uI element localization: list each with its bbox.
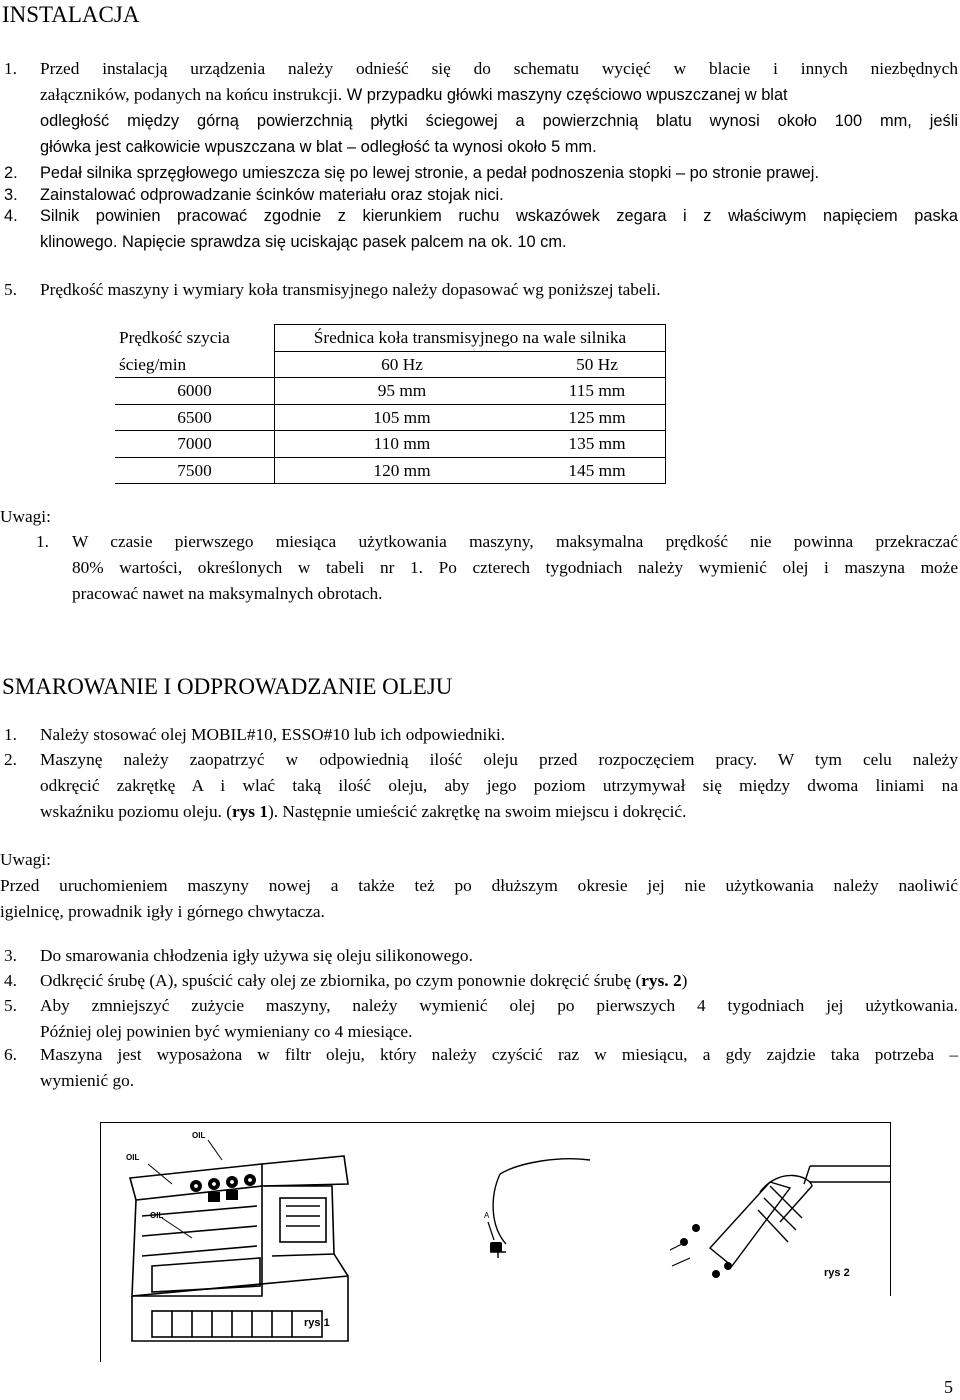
fig2-caption: rys 2 [824, 1267, 850, 1279]
figure-rys1-machine [112, 1126, 372, 1362]
notes-label-1: Uwagi: [0, 507, 51, 526]
table-head-60hz: 60 Hz [275, 351, 530, 378]
table-row: 6000 95 mm 115 mm [115, 378, 666, 405]
speed-pulley-table [115, 324, 666, 484]
item1-line1: Przed instalacją urządzenia należy odnieść się do schematu wycięć w blacie i innych niezbędnych [40, 59, 958, 78]
notes-2-text: Przed uruchomieniem maszyny nowej a także też po dłuższym okresie jej nie użytkowania należy naoliwić igielnicę, prowadnik igły i górnego chwytacza. [0, 876, 958, 921]
fig1-label-oil-mid: OIL [150, 1211, 164, 1220]
table-row: 7500 120 mm 145 mm [115, 457, 666, 484]
section-title-smarowanie: SMAROWANIE I ODPROWADZANIE OLEJU [2, 674, 453, 699]
table-head-speed: Prędkość szycia [119, 328, 230, 348]
item1-sans-line2: odległość między górną powierzchnią płytki ściegowej a powierzchnią blatu wynosi około 100 mm, jeśli [40, 112, 958, 130]
notes-label-2: Uwagi: [0, 850, 51, 869]
page-number: 5 [944, 1377, 953, 1397]
table-head-diameter: Średnica koła transmisyjnego na wale silnika [275, 325, 666, 352]
ref-rys2: rys. 2 [641, 971, 682, 990]
item1-sans-line3: główka jest całkowicie wpuszczana w blat – odległość ta wynosi około 5 mm. [40, 138, 597, 156]
section-title-instalacja: INSTALACJA [2, 2, 140, 27]
item1-line2: załączników, podanych na końcu instrukcji. [40, 85, 343, 104]
figure-rys2-filter [470, 1126, 890, 1306]
item1-sans-line1: W przypadku główki maszyny częściowo wpuszczanej w blat [342, 86, 788, 104]
fig1-caption: rys 1 [304, 1317, 330, 1329]
fig1-label-oil-left: OIL [126, 1153, 140, 1162]
table-row: 6500 105 mm 125 mm [115, 404, 666, 431]
fig1-label-oil-top: OIL [192, 1131, 206, 1140]
ref-rys1: rys 1 [231, 802, 268, 821]
figures-frame-right [890, 1122, 891, 1296]
figures-frame-left [100, 1122, 101, 1362]
table-row: 7000 110 mm 135 mm [115, 431, 666, 458]
table-head-50hz: 50 Hz [529, 351, 666, 378]
table-head-unit: ścieg/min [119, 354, 187, 374]
fig2-label-a: A [484, 1211, 490, 1220]
